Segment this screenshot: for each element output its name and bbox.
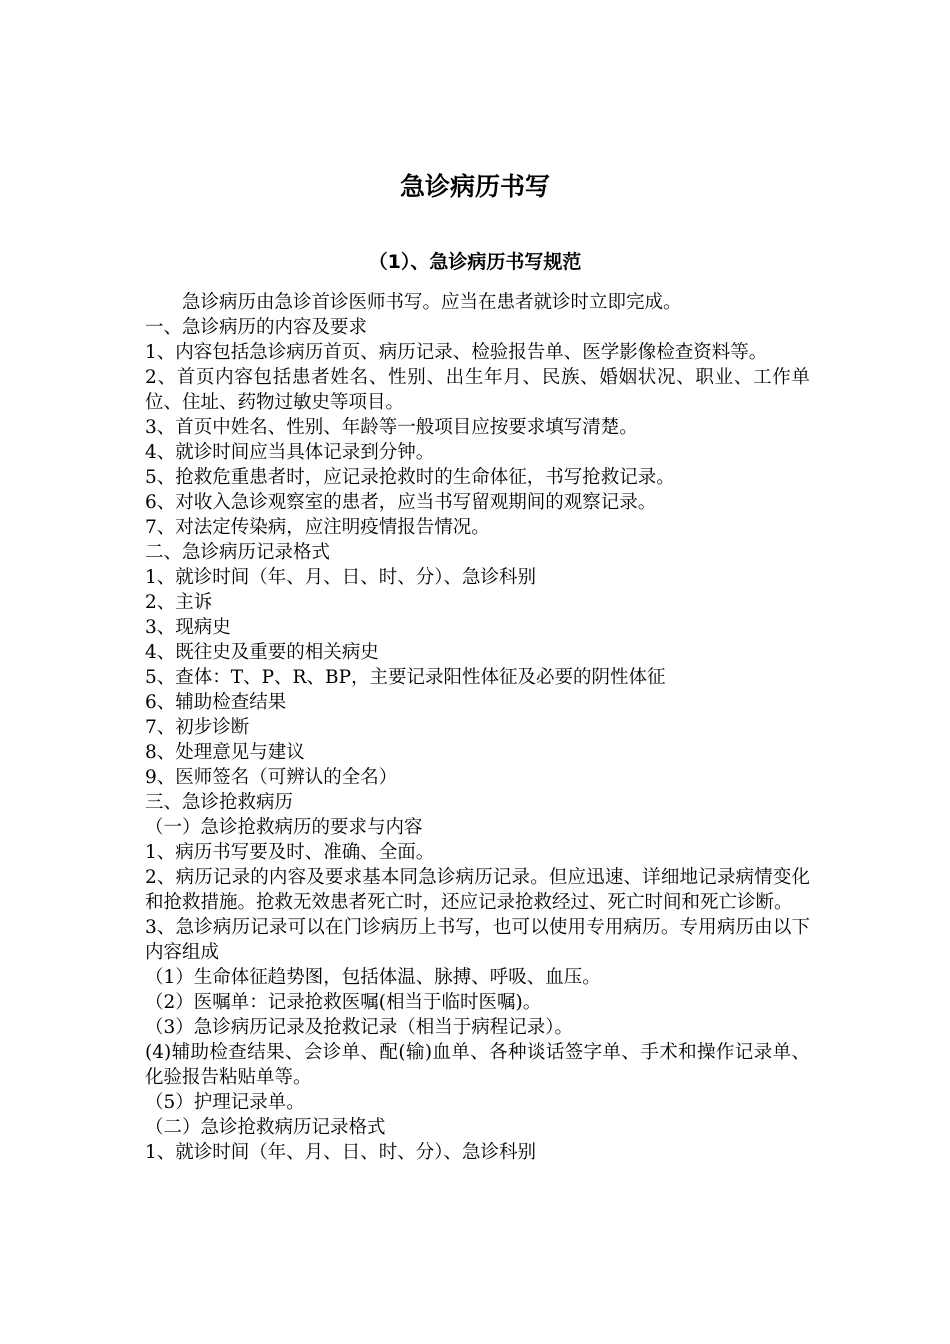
list-item: 4、就诊时间应当具体记录到分钟。 — [145, 442, 435, 463]
list-item: 3、首页中姓名、性别、年龄等一般项目应按要求填写清楚。 — [145, 417, 638, 438]
list-item: 7、对法定传染病，应注明疫情报告情况。 — [145, 517, 490, 538]
subheading-record-format: （二）急诊抢救病历记录格式 — [145, 1117, 386, 1138]
list-item: （1）生命体征趋势图，包括体温、脉搏、呼吸、血压。 — [145, 967, 601, 988]
heading-emergency-rescue: 三、急诊抢救病历 — [145, 792, 294, 813]
list-item: 5、抢救危重患者时，应记录抢救时的生命体征，书写抢救记录。 — [145, 467, 675, 488]
list-item: 2、首页内容包括患者姓名、性别、出生年月、民族、婚姻状况、职业、工作单位、住址、药物过敏史等项目。 — [145, 367, 810, 413]
list-item: 5、查体：T、P、R、BP，主要记录阳性体征及必要的阴性体征 — [145, 667, 666, 688]
list-item: 7、初步诊断 — [145, 717, 250, 738]
heading-content-requirements: 一、急诊病历的内容及要求 — [145, 317, 368, 338]
list-item: 1、内容包括急诊病历首页、病历记录、检验报告单、医学影像检查资料等。 — [145, 342, 768, 363]
heading-record-format: 二、急诊病历记录格式 — [145, 542, 331, 563]
list-item: 1、就诊时间（年、月、日、时、分）、急诊科别 — [145, 1142, 537, 1163]
list-item: 2、主诉 — [145, 592, 213, 613]
list-item: 1、就诊时间（年、月、日、时、分）、急诊科别 — [145, 567, 537, 588]
intro-paragraph: 急诊病历由急诊首诊医师书写。应当在患者就诊时立即完成。 — [182, 292, 682, 313]
document-title: 急诊病历书写 — [399, 172, 550, 201]
list-item: （2）医嘱单：记录抢救医嘱(相当于临时医嘱)。 — [145, 992, 542, 1013]
list-item: 1、病历书写要及时、准确、全面。 — [145, 842, 435, 863]
section-title: （1）、急诊病历书写规范 — [368, 251, 582, 273]
list-item: 8、处理意见与建议 — [145, 742, 305, 763]
subheading-requirements: （一）急诊抢救病历的要求与内容 — [145, 817, 423, 838]
list-item: 3、急诊病历记录可以在门诊病历上书写，也可以使用专用病历。专用病历由以下内容组成 — [145, 917, 810, 963]
document-body — [145, 290, 810, 1165]
list-item: （3）急诊病历记录及抢救记录（相当于病程记录）。 — [145, 1017, 574, 1038]
list-item: (4)辅助检查结果、会诊单、配(输)血单、各种谈话签字单、手术和操作记录单、化验报告粘贴单等。 — [145, 1042, 810, 1088]
list-item: 4、既往史及重要的相关病史 — [145, 642, 379, 663]
list-item: 9、医师签名（可辨认的全名） — [145, 767, 398, 788]
list-item: （5）护理记录单。 — [145, 1092, 305, 1113]
list-item: 6、对收入急诊观察室的患者，应当书写留观期间的观察记录。 — [145, 492, 657, 513]
list-item: 3、现病史 — [145, 617, 231, 638]
list-item: 2、病历记录的内容及要求基本同急诊病历记录。但应迅速、详细地记录病情变化和抢救措施。抢救无效患者死亡时，还应记录抢救经过、死亡时间和死亡诊断。 — [145, 867, 810, 913]
list-item: 6、辅助检查结果 — [145, 692, 287, 713]
